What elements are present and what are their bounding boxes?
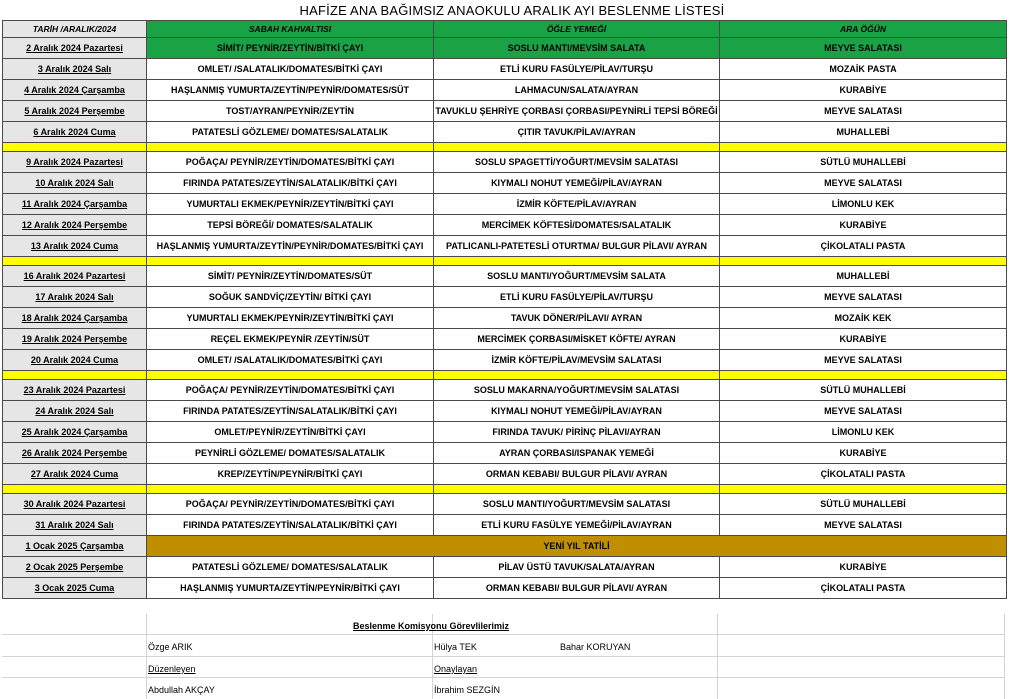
lunch-cell: İZMİR KÖFTE/PİLAV/AYRAN — [434, 194, 720, 215]
date-cell: 6 Aralık 2024 Cuma — [3, 122, 147, 143]
snack-cell: ÇİKOLATALI PASTA — [720, 464, 1007, 485]
table-row — [3, 80, 1007, 101]
breakfast-cell: HAŞLANMIŞ YUMURTA/ZEYTİN/PEYNİR/DOMATES/BİTKİ ÇAYI — [147, 236, 434, 257]
lunch-cell: ETLİ KURU FASÜLYE YEMEĞİ/PİLAV/AYRAN — [434, 515, 720, 536]
breakfast-cell: POĞAÇA/ PEYNİR/ZEYTİN/DOMATES/BİTKİ ÇAYI — [147, 152, 434, 173]
table-row — [3, 173, 1007, 194]
separator-cell — [720, 371, 1007, 380]
table-row — [3, 236, 1007, 257]
preparer-name: Abdullah AKÇAY — [148, 685, 215, 695]
date-cell: 17 Aralık 2024 Salı — [3, 287, 147, 308]
header-date: TARİH /ARALIK/2024 — [3, 21, 147, 38]
snack-cell: LİMONLU KEK — [720, 422, 1007, 443]
header-row — [3, 21, 1007, 38]
snack-cell: MOZAİK KEK — [720, 308, 1007, 329]
lunch-cell: FIRINDA TAVUK/ PİRİNÇ PİLAVI/AYRAN — [434, 422, 720, 443]
breakfast-cell: REÇEL EKMEK/PEYNİR /ZEYTİN/SÜT — [147, 329, 434, 350]
date-cell: 25 Aralık 2024 Çarşamba — [3, 422, 147, 443]
date-cell: 3 Aralık 2024 Salı — [3, 59, 147, 80]
table-row — [3, 380, 1007, 401]
lunch-cell: İZMİR KÖFTE/PİLAV/MEVSİM SALATASI — [434, 350, 720, 371]
table-row — [3, 152, 1007, 173]
prepared-by-label: Düzenleyen — [148, 664, 196, 674]
table-row — [3, 266, 1007, 287]
header-breakfast: SABAH KAHVALTISI — [147, 21, 434, 38]
table-row — [3, 122, 1007, 143]
week-separator — [3, 257, 1007, 266]
snack-cell: MEYVE SALATASI — [720, 101, 1007, 122]
table-row — [3, 38, 1007, 59]
lunch-cell: PİLAV ÜSTÜ TAVUK/SALATA/AYRAN — [434, 557, 720, 578]
separator-cell — [3, 143, 147, 152]
separator-cell — [3, 485, 147, 494]
lunch-cell: ETLİ KURU FASÜLYE/PİLAV/TURŞU — [434, 59, 720, 80]
breakfast-cell: HAŞLANMIŞ YUMURTA/ZEYTİN/PEYNİR/DOMATES/SÜT — [147, 80, 434, 101]
snack-cell: MEYVE SALATASI — [720, 287, 1007, 308]
separator-cell — [720, 485, 1007, 494]
date-cell: 27 Aralık 2024 Cuma — [3, 464, 147, 485]
lunch-cell: ORMAN KEBABI/ BULGUR PİLAVI/ AYRAN — [434, 578, 720, 599]
breakfast-cell: PATATESLİ GÖZLEME/ DOMATES/SALATALIK — [147, 557, 434, 578]
breakfast-cell: YUMURTALI EKMEK/PEYNİR/ZEYTİN/BİTKİ ÇAYI — [147, 194, 434, 215]
lunch-cell: PATLICANLI-PATETESLİ OTURTMA/ BULGUR PİLAVI/ AYRAN — [434, 236, 720, 257]
table-row — [3, 287, 1007, 308]
week-separator — [3, 485, 1007, 494]
table-row — [3, 329, 1007, 350]
lunch-cell: AYRAN ÇORBASI/ISPANAK YEMEĞİ — [434, 443, 720, 464]
date-cell: 24 Aralık 2024 Salı — [3, 401, 147, 422]
lunch-cell: TAVUKLU ŞEHRİYE ÇORBASI ÇORBASI/PEYNİRLİ TEPSİ BÖREĞİ — [434, 101, 720, 122]
breakfast-cell: PATATESLİ GÖZLEME/ DOMATES/SALATALIK — [147, 122, 434, 143]
snack-cell: KURABİYE — [720, 215, 1007, 236]
committee-member-2: Hülya TEK — [434, 642, 477, 652]
date-cell: 18 Aralık 2024 Çarşamba — [3, 308, 147, 329]
snack-cell: MEYVE SALATASI — [720, 38, 1007, 59]
lunch-cell: SOSLU MAKARNA/YOĞURT/MEVSİM SALATASI — [434, 380, 720, 401]
date-cell: 26 Aralık 2024 Perşembe — [3, 443, 147, 464]
snack-cell: SÜTLÜ MUHALLEBİ — [720, 152, 1007, 173]
lunch-cell: ÇITIR TAVUK/PİLAV/AYRAN — [434, 122, 720, 143]
date-cell: 11 Aralık 2024 Çarşamba — [3, 194, 147, 215]
separator-cell — [3, 371, 147, 380]
breakfast-cell: FIRINDA PATATES/ZEYTİN/SALATALIK/BİTKİ ÇAYI — [147, 515, 434, 536]
snack-cell: KURABİYE — [720, 80, 1007, 101]
breakfast-cell: TOST/AYRAN/PEYNİR/ZEYTİN — [147, 101, 434, 122]
breakfast-cell: FIRINDA PATATES/ZEYTİN/SALATALIK/BİTKİ ÇAYI — [147, 401, 434, 422]
date-cell: 31 Aralık 2024 Salı — [3, 515, 147, 536]
lunch-cell: LAHMACUN/SALATA/AYRAN — [434, 80, 720, 101]
breakfast-cell: TEPSİ BÖREĞİ/ DOMATES/SALATALIK — [147, 215, 434, 236]
table-row — [3, 59, 1007, 80]
menu-body — [3, 38, 1007, 599]
snack-cell: ÇİKOLATALI PASTA — [720, 578, 1007, 599]
date-cell: 12 Aralık 2024 Perşembe — [3, 215, 147, 236]
table-row — [3, 557, 1007, 578]
snack-cell: MUHALLEBİ — [720, 122, 1007, 143]
date-cell: 10 Aralık 2024 Salı — [3, 173, 147, 194]
breakfast-cell: POĞAÇA/ PEYNİR/ZEYTİN/DOMATES/BİTKİ ÇAYI — [147, 494, 434, 515]
snack-cell: ÇİKOLATALI PASTA — [720, 236, 1007, 257]
lunch-cell: SOSLU SPAGETTİ/YOĞURT/MEVSİM SALATASI — [434, 152, 720, 173]
date-cell: 3 Ocak 2025 Cuma — [3, 578, 147, 599]
separator-cell — [147, 143, 434, 152]
separator-cell — [720, 143, 1007, 152]
date-cell: 20 Aralık 2024 Cuma — [3, 350, 147, 371]
date-cell: 23 Aralık 2024 Pazartesi — [3, 380, 147, 401]
lunch-cell: MERCİMEK KÖFTESİ/DOMATES/SALATALIK — [434, 215, 720, 236]
approver-name: İbrahim SEZGİN — [434, 685, 501, 695]
table-row — [3, 308, 1007, 329]
table-row — [3, 464, 1007, 485]
header-lunch: ÖĞLE YEMEĞİ — [434, 21, 720, 38]
lunch-cell: MERCİMEK ÇORBASI/MİSKET KÖFTE/ AYRAN — [434, 329, 720, 350]
snack-cell: MEYVE SALATASI — [720, 350, 1007, 371]
table-row — [3, 215, 1007, 236]
date-cell: 30 Aralık 2024 Pazartesi — [3, 494, 147, 515]
table-row — [3, 401, 1007, 422]
lunch-cell: KIYMALI NOHUT YEMEĞİ/PİLAV/AYRAN — [434, 401, 720, 422]
date-cell: 9 Aralık 2024 Pazartesi — [3, 152, 147, 173]
lunch-cell: ORMAN KEBABI/ BULGUR PİLAVI/ AYRAN — [434, 464, 720, 485]
date-cell: 2 Aralık 2024 Pazartesi — [3, 38, 147, 59]
snack-cell: KURABİYE — [720, 557, 1007, 578]
separator-cell — [147, 371, 434, 380]
breakfast-cell: YUMURTALI EKMEK/PEYNİR/ZEYTİN/BİTKİ ÇAYI — [147, 308, 434, 329]
snack-cell: SÜTLÜ MUHALLEBİ — [720, 494, 1007, 515]
table-row — [3, 194, 1007, 215]
table-row — [3, 443, 1007, 464]
lunch-cell: KIYMALI NOHUT YEMEĞİ/PİLAV/AYRAN — [434, 173, 720, 194]
approved-by-label: Onaylayan — [434, 664, 478, 674]
snack-cell: SÜTLÜ MUHALLEBİ — [720, 380, 1007, 401]
snack-cell: KURABİYE — [720, 443, 1007, 464]
breakfast-cell: POĞAÇA/ PEYNİR/ZEYTİN/DOMATES/BİTKİ ÇAYI — [147, 380, 434, 401]
separator-cell — [434, 257, 720, 266]
date-cell: 19 Aralık 2024 Perşembe — [3, 329, 147, 350]
separator-cell — [434, 143, 720, 152]
lunch-cell: SOSLU MANTI/YOĞURT/MEVSİM SALATA — [434, 266, 720, 287]
breakfast-cell: KREP/ZEYTİN/PEYNİR/BİTKİ ÇAYI — [147, 464, 434, 485]
snack-cell: MEYVE SALATASI — [720, 515, 1007, 536]
date-cell: 16 Aralık 2024 Pazartesi — [3, 266, 147, 287]
breakfast-cell: SİMİT/ PEYNİR/ZEYTİN/BİTKİ ÇAYI — [147, 38, 434, 59]
date-cell: 13 Aralık 2024 Cuma — [3, 236, 147, 257]
date-cell: 1 Ocak 2025 Çarşamba — [3, 536, 147, 557]
table-row — [3, 494, 1007, 515]
separator-cell — [720, 257, 1007, 266]
committee-member-3: Bahar KORUYAN — [560, 642, 631, 652]
table-row — [3, 422, 1007, 443]
lunch-cell: SOSLU MANTI/MEVSİM SALATA — [434, 38, 720, 59]
separator-cell — [147, 485, 434, 494]
snack-cell: LİMONLU KEK — [720, 194, 1007, 215]
date-cell: 2 Ocak 2025 Perşembe — [3, 557, 147, 578]
separator-cell — [434, 485, 720, 494]
date-cell: 5 Aralık 2024 Perşembe — [3, 101, 147, 122]
table-row — [3, 578, 1007, 599]
committee-title: Beslenme Komisyonu Görevlilerimiz — [353, 621, 510, 631]
menu-table — [2, 20, 1007, 599]
table-row — [3, 515, 1007, 536]
separator-cell — [434, 371, 720, 380]
header-snack: ARA ÖĞÜN — [720, 21, 1007, 38]
snack-cell: MEYVE SALATASI — [720, 401, 1007, 422]
lunch-cell: TAVUK DÖNER/PİLAVI/ AYRAN — [434, 308, 720, 329]
holiday-cell: YENİ YIL TATİLİ — [147, 536, 1007, 557]
date-cell: 4 Aralık 2024 Çarşamba — [3, 80, 147, 101]
lunch-cell: SOSLU MANTI/YOĞURT/MEVSİM SALATASI — [434, 494, 720, 515]
page-title: HAFİZE ANA BAĞIMSIZ ANAOKULU ARALIK AYI BESLENME LİSTESİ — [299, 3, 725, 18]
breakfast-cell: OMLET/ /SALATALIK/DOMATES/BİTKİ ÇAYI — [147, 59, 434, 80]
table-row — [3, 101, 1007, 122]
week-separator — [3, 143, 1007, 152]
separator-cell — [3, 257, 147, 266]
breakfast-cell: SOĞUK SANDVİÇ/ZEYTİN/ BİTKİ ÇAYI — [147, 287, 434, 308]
table-row — [3, 536, 1007, 557]
breakfast-cell: FIRINDA PATATES/ZEYTİN/SALATALIK/BİTKİ ÇAYI — [147, 173, 434, 194]
table-row — [3, 350, 1007, 371]
snack-cell: MEYVE SALATASI — [720, 173, 1007, 194]
committee-member-1: Özge ARIK — [148, 642, 193, 652]
separator-cell — [147, 257, 434, 266]
week-separator — [3, 371, 1007, 380]
breakfast-cell: OMLET/ /SALATALIK/DOMATES/BİTKİ ÇAYI — [147, 350, 434, 371]
lunch-cell: ETLİ KURU FASÜLYE/PİLAV/TURŞU — [434, 287, 720, 308]
snack-cell: MOZAİK PASTA — [720, 59, 1007, 80]
snack-cell: KURABİYE — [720, 329, 1007, 350]
snack-cell: MUHALLEBİ — [720, 266, 1007, 287]
breakfast-cell: PEYNİRLİ GÖZLEME/ DOMATES/SALATALIK — [147, 443, 434, 464]
breakfast-cell: SİMİT/ PEYNİR/ZEYTİN/DOMATES/SÜT — [147, 266, 434, 287]
breakfast-cell: HAŞLANMIŞ YUMURTA/ZEYTİN/PEYNİR/BİTKİ ÇAYI — [147, 578, 434, 599]
breakfast-cell: OMLET/PEYNİR/ZEYTİN/BİTKİ ÇAYI — [147, 422, 434, 443]
